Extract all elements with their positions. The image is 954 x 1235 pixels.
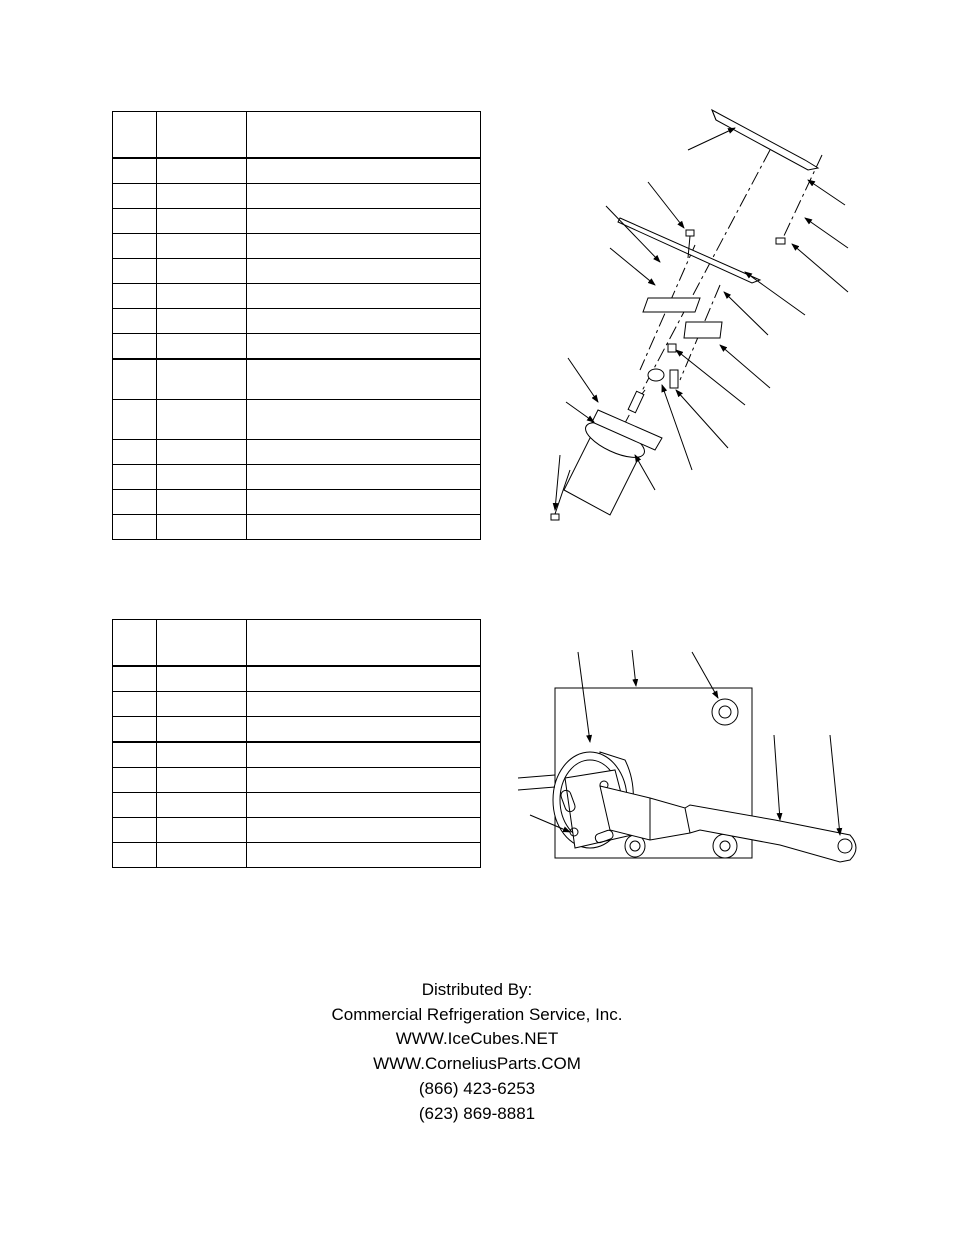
exploded-motor-assembly-diagram [545,105,855,535]
table-row [113,465,481,490]
table-row [113,284,481,309]
table-row [113,259,481,284]
distributed-by-label: Distributed By: [421,980,533,999]
table-row [113,209,481,234]
website-link-corneliusparts[interactable]: WWW.CorneliusParts.COM [373,1054,581,1074]
table-row [113,843,481,868]
table-row [113,515,481,540]
parts-table-upper [112,111,481,540]
distributor-footer [0,978,954,1126]
table-row [113,666,481,692]
table-row [113,742,481,768]
table-row [113,692,481,717]
table-row [113,334,481,360]
table-row [113,184,481,209]
phone-number-2: (623) 869-8881 [418,1103,536,1123]
website-link-icecubes[interactable]: WWW.IceCubes.NET [395,1029,559,1049]
table-row [113,158,481,184]
parts-table-lower [112,619,481,868]
table-row [113,818,481,843]
motor-arm-assembly-diagram [510,640,870,875]
table-header-row [113,620,481,667]
table-row [113,768,481,793]
table-row [113,717,481,743]
table-row [113,359,481,400]
phone-number-1: (866) 423-6253 [418,1078,536,1098]
table-row [113,234,481,259]
table-row [113,400,481,440]
table-header-row [113,112,481,159]
table-row [113,793,481,818]
table-row [113,490,481,515]
table-row [113,440,481,465]
company-name: Commercial Refrigeration Service, Inc. [331,1004,623,1024]
table-row [113,309,481,334]
